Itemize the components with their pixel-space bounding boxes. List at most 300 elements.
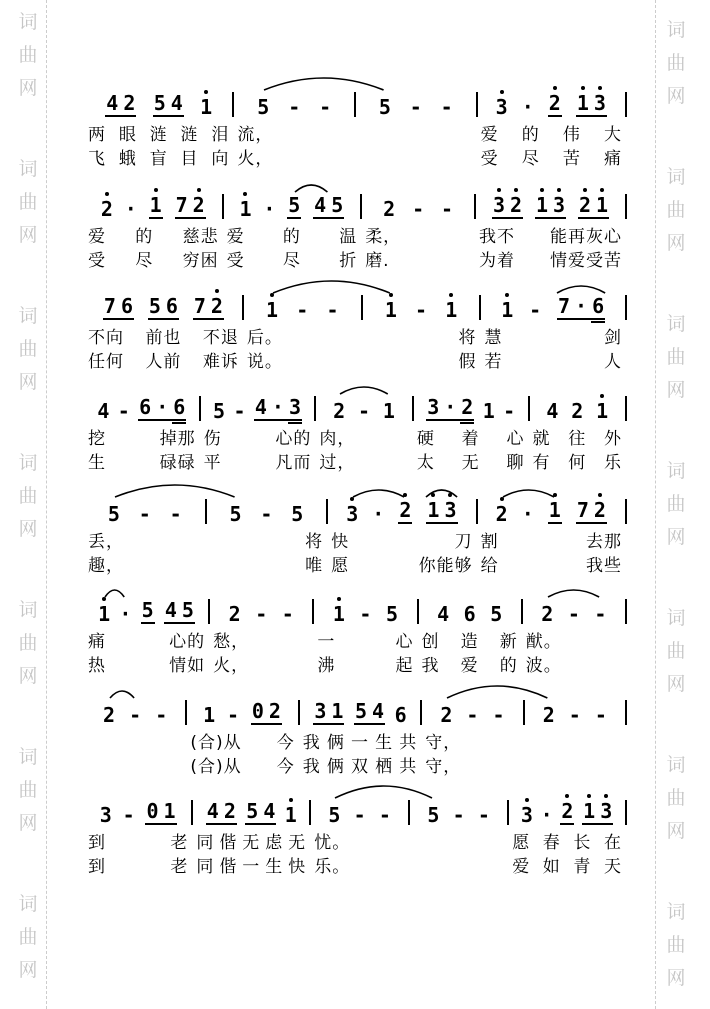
lyric-chunk: 愁， [213, 632, 250, 652]
note-digit: 5 [378, 95, 391, 119]
note-token [105, 93, 136, 117]
note-token [522, 97, 534, 117]
lyric-segment [509, 828, 625, 853]
note-digit: 3 [492, 193, 506, 217]
lyric-chunk: 俩 [326, 733, 345, 753]
lyric-chunk: 痛 [88, 632, 106, 652]
note-token [398, 500, 412, 524]
lyric-chunk: 乐。 [314, 857, 351, 877]
lyric-chunk: 忧。 [314, 833, 351, 853]
lyric-segment [85, 651, 208, 676]
lyric-segment [422, 728, 522, 753]
dash-token: - [567, 602, 580, 626]
lyric-chunk: 情爱受苦 [550, 251, 623, 271]
lyric-chunk: 春 [542, 833, 561, 853]
lyric-segment [210, 651, 312, 676]
watermark-text: 曲 [666, 934, 686, 956]
barline [625, 194, 627, 219]
dash-token: - [477, 803, 490, 827]
lyric-segment [311, 828, 408, 853]
lyric-segment [314, 627, 416, 652]
lyric-segment [481, 323, 625, 348]
dash-token: - [529, 298, 542, 322]
lyric-chunk: 前也 [145, 328, 182, 348]
lyric-chunk: 有 [532, 453, 551, 473]
dash-token: - [319, 95, 332, 119]
lyric-chunk: 何 [568, 453, 587, 473]
watermark-text: 词 [666, 607, 686, 629]
dash-token: - [260, 502, 273, 526]
beam-group [138, 397, 186, 421]
lyric-segment [193, 828, 309, 853]
note-digit: 1 [445, 298, 458, 322]
dash-token: - [415, 298, 428, 322]
lyric-chunk: 尽 [521, 149, 540, 169]
dash-token: - [441, 197, 454, 221]
note-token [568, 604, 580, 624]
lyric-chunk: 受 [88, 251, 106, 271]
watermark-text: 网 [666, 820, 686, 842]
lyric-chunk: 情如 [169, 656, 206, 676]
note-digit: 3 [593, 91, 606, 115]
lyric-chunk: 两 [88, 125, 106, 145]
lyric-chunk: 生 [88, 453, 106, 473]
note-token [546, 401, 558, 421]
dash-token: - [568, 703, 581, 727]
lyric-segment [419, 651, 521, 676]
lyric-chunk: 若 [484, 352, 503, 372]
note-token [426, 397, 474, 421]
lyric-segment [476, 222, 625, 247]
watermark-text: 网 [666, 967, 686, 989]
lyric-line-2 [85, 147, 627, 169]
lyric-chunk: 乐 [603, 453, 622, 473]
lyric-chunk: 无 [242, 833, 261, 853]
note-digit: 1 [266, 298, 279, 322]
lyric-chunk: 刀 [454, 532, 473, 552]
lyric-chunk: 不退 [202, 328, 239, 348]
dash-token: - [117, 399, 130, 423]
note-digit: 2 [593, 498, 606, 522]
lyric-segment [481, 347, 625, 372]
note-digit: 6 [592, 296, 604, 316]
beam-group [164, 600, 195, 624]
note-digit: 2 [561, 799, 574, 823]
note-token [576, 500, 607, 524]
dash-token: - [452, 803, 465, 827]
note-digit: 5 [148, 294, 161, 318]
note-token [548, 500, 562, 524]
note-digit: 5 [355, 699, 368, 723]
lyric-chunk: 趣， [88, 556, 124, 576]
watermark-text: 网 [666, 232, 686, 254]
lyric-chunk: 同 [196, 857, 215, 877]
note-token [254, 397, 302, 421]
note-digit: 3 [495, 95, 508, 119]
score-system [85, 290, 627, 378]
beam-group [548, 93, 562, 117]
lyric-segment [187, 752, 297, 777]
watermark-text: 词 [666, 166, 686, 188]
dash-token: - [412, 197, 425, 221]
beam-group [141, 600, 155, 624]
watermark-text: 曲 [666, 493, 686, 515]
beam-group [576, 500, 607, 524]
lyric-chunk: 为着 [479, 251, 516, 271]
watermark-text: 曲 [666, 199, 686, 221]
note-token [560, 801, 574, 825]
lyric-chunk: 新 [499, 632, 518, 652]
measure [362, 189, 474, 219]
note-token [97, 401, 109, 421]
beam-group [149, 195, 163, 219]
lyric-segment [193, 852, 309, 877]
lyric-chunk: 挖 [88, 429, 106, 449]
lyric-chunk: 涟 [149, 125, 168, 145]
lyric-chunk: 痛 [604, 149, 622, 169]
dash-token: - [255, 602, 268, 626]
measure [300, 695, 421, 725]
dot-token: · [372, 502, 385, 526]
lyric-chunk: 爱 [226, 227, 245, 247]
note-token [535, 195, 566, 219]
lyric-chunk: 伟 [562, 125, 581, 145]
note-digit: 4 [106, 91, 119, 115]
lyric-chunk: 火， [237, 149, 274, 169]
lyric-segment [523, 651, 625, 676]
dash-token: - [326, 298, 339, 322]
dot-token: · [156, 395, 169, 419]
dash-token: - [138, 502, 151, 526]
lyric-chunk: 人前 [145, 352, 182, 372]
note-digit: 2 [399, 498, 412, 522]
lyric-line-2 [85, 654, 627, 676]
beam-group [148, 296, 179, 320]
watermark-text: 词 [18, 599, 38, 621]
lyric-chunk: 到 [88, 833, 106, 853]
note-digit: 1 [501, 298, 514, 322]
dash-token: - [227, 703, 240, 727]
measure [85, 695, 185, 725]
beam-group [578, 195, 609, 219]
dash-token: - [594, 703, 607, 727]
measure [187, 695, 297, 725]
note-digit: 3 [289, 397, 301, 417]
lyric-chunk: 我些 [586, 556, 622, 576]
watermark-text: 网 [18, 77, 38, 99]
lyric-segment [530, 448, 625, 473]
note-token [541, 604, 553, 624]
lyric-segment [316, 448, 411, 473]
dash-token: - [129, 703, 142, 727]
lyric-chunk: 蛾 [118, 149, 137, 169]
note-digit: 2 [495, 502, 508, 526]
note-digit: 1 [427, 498, 440, 522]
note-digit: 2 [548, 91, 561, 115]
lyric-chunk: 到 [88, 857, 106, 877]
lyric-chunk: 飞 [88, 149, 106, 169]
score-system [85, 594, 627, 682]
lyric-chunk: 去那 [586, 532, 622, 552]
measure [85, 391, 199, 421]
lyric-line-2 [85, 554, 627, 576]
lyric-segment [224, 246, 361, 271]
lyric-segment [363, 323, 480, 348]
lyric-segment [210, 627, 312, 652]
lyric-chunk: 柔， [365, 227, 402, 247]
note-token [153, 93, 184, 117]
barline [625, 92, 627, 117]
note-token [496, 97, 508, 117]
dot-token: · [263, 197, 276, 221]
lyric-segment [530, 424, 625, 449]
note-token [437, 604, 449, 624]
lyric-chunk: 我不 [479, 227, 516, 247]
note-digit: 5 [141, 598, 154, 622]
lyric-chunk: 共 [399, 757, 418, 777]
rest-token: 0 [146, 799, 159, 823]
lyric-chunk: 一 [317, 632, 336, 652]
note-digit: 3 [600, 799, 613, 823]
note-digit: 5 [331, 193, 344, 217]
watermark-text: 词 [18, 893, 38, 915]
lyric-line-1 [85, 731, 627, 753]
lyric-chunk: 我 [302, 757, 321, 777]
note-token [206, 801, 237, 825]
note-token [529, 300, 541, 320]
lyric-chunk: 慧 [484, 328, 503, 348]
note-token [496, 504, 508, 524]
lyric-segment [311, 852, 408, 877]
beam-group [254, 397, 302, 421]
lyric-chunk: 受 [480, 149, 499, 169]
score-system [85, 87, 627, 175]
measure [419, 594, 521, 624]
lyric-chunk: 将 [458, 328, 477, 348]
note-digit: 5 [291, 502, 304, 526]
lyric-chunk: 目 [180, 149, 199, 169]
lyric-chunk: 人 [603, 352, 622, 372]
note-token [123, 805, 135, 825]
note-digit: 3 [520, 803, 533, 827]
dash-token: - [492, 703, 505, 727]
note-token [493, 705, 505, 725]
note-token [543, 705, 555, 725]
watermark-text: 词 [666, 754, 686, 776]
measure [363, 290, 480, 320]
note-token [175, 195, 206, 219]
lyric-chunk: 唯 [305, 556, 324, 576]
lyric-chunk: 肉， [319, 429, 356, 449]
lyric-chunk: 爱 [512, 857, 531, 877]
note-digit: 2 [123, 91, 136, 115]
dash-token: - [296, 298, 309, 322]
note-digit: 5 [107, 502, 120, 526]
measure [85, 189, 222, 219]
lyric-segment [207, 527, 327, 552]
note-token [569, 705, 581, 725]
lyric-segment [476, 246, 625, 271]
lyric-chunk: 给 [480, 556, 499, 576]
note-token [149, 195, 163, 219]
note-token [464, 604, 476, 624]
lyric-segment [363, 347, 480, 372]
note-digit: 1 [382, 399, 395, 423]
dash-token: - [358, 399, 371, 423]
measure [316, 391, 411, 421]
watermark-text: 曲 [666, 346, 686, 368]
beam-group [206, 801, 237, 825]
note-digit: 3 [346, 502, 359, 526]
note-token [372, 504, 384, 524]
lyric-segment [85, 222, 222, 247]
note-digit: 2 [268, 699, 281, 723]
note-token [354, 805, 366, 825]
note-digit: 4 [170, 91, 183, 115]
note-digit: 2 [100, 197, 113, 221]
beam-group [560, 801, 574, 825]
lyric-chunk: 在 [603, 833, 622, 853]
lyric-segment [244, 347, 361, 372]
lyric-chunk: 盲 [149, 149, 168, 169]
lyric-segment [85, 551, 205, 576]
notes-row [85, 494, 627, 524]
lyric-chunk: 一 [351, 733, 370, 753]
note-token [596, 401, 608, 421]
note-digit: 1 [482, 399, 495, 423]
note-digit: 7 [193, 294, 206, 318]
lyric-chunk: 虑 [265, 833, 284, 853]
note-digit: 5 [328, 803, 341, 827]
watermark-text: 词 [18, 158, 38, 180]
note-digit: 2 [223, 799, 236, 823]
lyric-line-1 [85, 225, 627, 247]
lyric-chunk: 凡而 [275, 453, 312, 473]
note-digit: 1 [576, 91, 589, 115]
barline [625, 499, 627, 524]
watermark-text: 网 [666, 379, 686, 401]
beam-group [313, 195, 344, 219]
note-digit: 4 [164, 598, 177, 622]
watermark-text: 词 [666, 313, 686, 335]
note-token [229, 504, 241, 524]
note-token [571, 401, 583, 421]
dash-token: - [288, 95, 301, 119]
note-token [141, 600, 155, 624]
note-token [251, 701, 282, 725]
dash-token: - [378, 803, 391, 827]
beam-group [103, 296, 134, 320]
note-token [595, 705, 607, 725]
lyric-chunk: 今 [276, 733, 295, 753]
watermark-text: 词 [18, 305, 38, 327]
note-token [255, 604, 267, 624]
measure [476, 189, 625, 219]
lyric-segment [478, 551, 625, 576]
watermark-text: 网 [666, 673, 686, 695]
note-token [100, 805, 112, 825]
note-token [266, 300, 278, 320]
lyric-segment [85, 627, 208, 652]
watermark-text: 网 [18, 665, 38, 687]
watermark-text: 曲 [18, 44, 38, 66]
lyric-segment [201, 424, 315, 449]
note-digit: 5 [213, 399, 226, 423]
lyric-segment [362, 222, 474, 247]
measure [201, 391, 315, 421]
barline [625, 599, 627, 624]
note-token [101, 199, 113, 219]
note-digit: 2 [192, 193, 205, 217]
lyric-chunk: 就 [532, 429, 551, 449]
note-token [103, 296, 134, 320]
barline [625, 396, 627, 421]
note-token [395, 705, 407, 725]
watermark-text: 词 [666, 19, 686, 41]
score-system [85, 189, 627, 277]
note-digit: 1 [200, 95, 213, 119]
note-token [594, 604, 606, 624]
lyric-line-2 [85, 755, 627, 777]
lyric-chunk: 同 [196, 833, 215, 853]
lyric-chunk: 青 [573, 857, 592, 877]
dash-token: - [353, 803, 366, 827]
watermark-text: 曲 [666, 640, 686, 662]
lyric-chunk: 双 [351, 757, 370, 777]
note-token [263, 199, 275, 219]
lyric-chunk: 往 [568, 429, 587, 449]
note-token [282, 604, 294, 624]
measure [481, 290, 625, 320]
lyric-chunk: 偕 [219, 833, 238, 853]
watermark-text: 词 [666, 901, 686, 923]
lyric-chunk: 守， [425, 733, 462, 753]
note-token [129, 705, 141, 725]
lyric-segment [85, 323, 242, 348]
note-digit: 6 [120, 294, 133, 318]
note-digit: 5 [257, 95, 270, 119]
note-digit: 1 [583, 799, 596, 823]
lyric-chunk: 老 [170, 857, 189, 877]
dot-token: · [521, 502, 534, 526]
dash-token: - [466, 703, 479, 727]
note-token [333, 604, 345, 624]
note-digit: 2 [461, 397, 473, 417]
note-token [333, 401, 345, 421]
note-token [522, 504, 534, 524]
note-digit: 1 [384, 298, 397, 322]
lyric-chunk: 火， [213, 656, 250, 676]
beam-group [153, 93, 184, 117]
lyric-segment [419, 627, 521, 652]
note-digit: 7 [576, 498, 589, 522]
note-token [441, 199, 453, 219]
note-token [354, 701, 385, 725]
lyric-segment [414, 424, 528, 449]
measure [314, 594, 416, 624]
watermark-text: 曲 [18, 926, 38, 948]
lyric-chunk: 偕 [219, 857, 238, 877]
lyric-segment [244, 323, 361, 348]
lyric-chunk: 心的 [169, 632, 206, 652]
beam-group [175, 195, 206, 219]
dash-token: - [281, 602, 294, 626]
measure [509, 795, 625, 825]
lyric-chunk: 着 [461, 429, 480, 449]
lyric-segment [328, 551, 475, 576]
note-digit: 1 [203, 703, 216, 727]
note-token [503, 401, 515, 421]
